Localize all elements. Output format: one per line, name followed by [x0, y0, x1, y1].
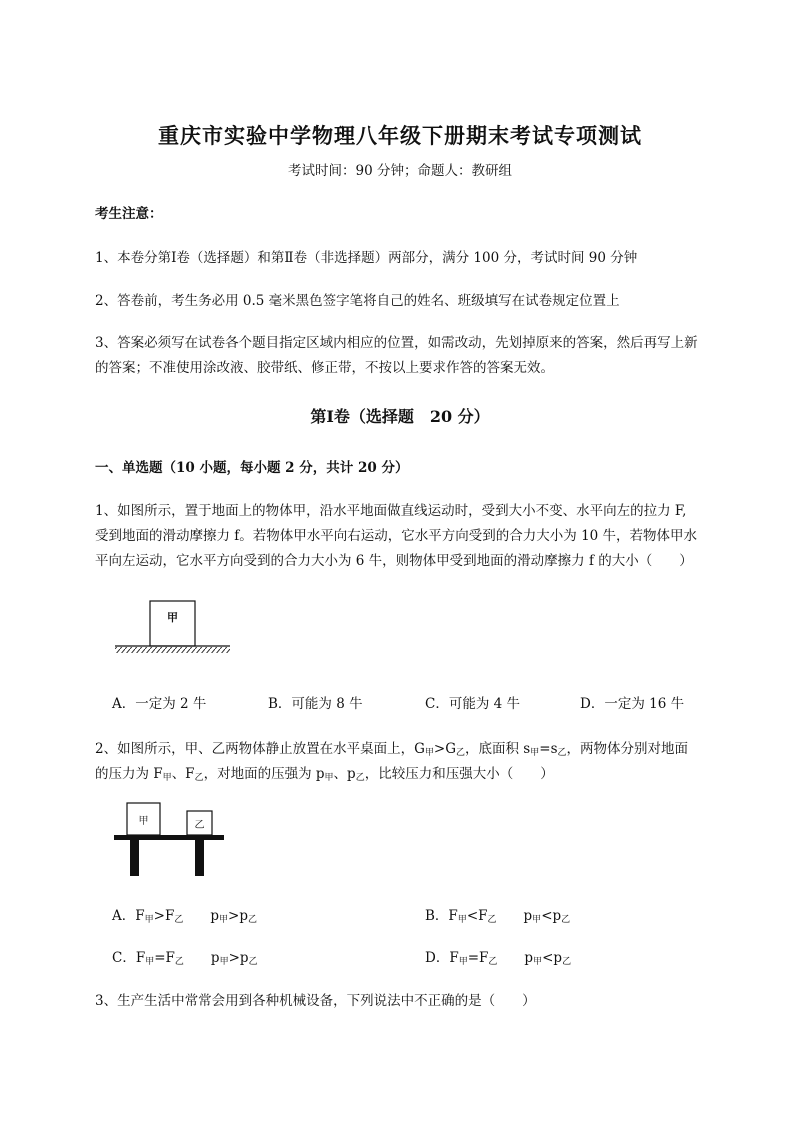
- q1-option-c[interactable]: C．可能为 4 牛: [425, 696, 521, 712]
- q1-option-d[interactable]: D．一定为 16 牛: [580, 696, 685, 712]
- q1-figure: [110, 595, 235, 660]
- part-heading: 一、单选题（10 小题，每小题 2 分，共计 20 分）: [95, 460, 409, 476]
- q2-option-a[interactable]: A．$F_甲>F_乙$ $p_甲>p_乙$: [112, 908, 257, 925]
- q1-line-1: 1、如图所示，置于地面上的物体甲，沿水平地面做直线运动时，受到大小不变、水平向左的拉力 F,: [95, 503, 687, 519]
- q2-line-1: 2、如图所示，甲、乙两物体静止放置在水平桌面上，$G_甲>G_乙$，底面积 $s_甲=s_乙$，两物体分别对地面: [95, 741, 689, 758]
- notice-item-3: 3、答案必须写在试卷各个题目指定区域内相应的位置，如需改动，先划掉原来的答案，然后再写上新: [95, 335, 698, 351]
- q2-option-d[interactable]: D．$F_甲=F_乙$ $p_甲<p_乙$: [425, 950, 572, 967]
- exam-info: 考试时间：90 分钟；命题人：教研组: [288, 163, 512, 179]
- notice-item-1: 1、本卷分第Ⅰ卷（选择题）和第Ⅱ卷（非选择题）两部分，满分 100 分，考试时间 90 分钟: [95, 250, 638, 266]
- q1-line-2: 受到地面的滑动摩擦力 f。若物体甲水平向右运动，它水平方向受到的合力大小为 10 牛，若物体甲水: [95, 528, 698, 544]
- notice-heading: 考生注意：: [95, 206, 163, 222]
- q1-option-b[interactable]: B．可能为 8 牛: [268, 696, 363, 712]
- notice-item-2: 2、答卷前，考生务必用 0.5 毫米黑色签字笔将自己的姓名、班级填写在试卷规定位置上: [95, 293, 620, 309]
- ground-hatch: [115, 647, 230, 653]
- q2-figure: [110, 800, 230, 880]
- q1-line-3: 平向左运动，它水平方向受到的合力大小为 6 牛，则物体甲受到地面的滑动摩擦力 f 的大小（ ）: [95, 553, 693, 569]
- section-title: 第Ⅰ卷（选择题 20 分）: [310, 407, 490, 426]
- table-leg-left: [130, 840, 139, 876]
- block-jia-label: 甲: [138, 816, 149, 827]
- q3-line-1: 3、生产生活中常常会用到各种机械设备，下列说法中不正确的是（ ）: [95, 993, 536, 1009]
- page-title: 重庆市实验中学物理八年级下册期末考试专项测试: [158, 123, 642, 148]
- q2-option-b[interactable]: B．$F_甲<F_乙$ $p_甲<p_乙$: [425, 908, 571, 925]
- table-leg-right: [195, 840, 204, 876]
- block-jia-label: 甲: [167, 611, 178, 624]
- block-yi-label: 乙: [194, 820, 205, 831]
- q1-option-a[interactable]: A．一定为 2 牛: [112, 696, 207, 712]
- q2-line-2: 的压力为 $F_甲$、$F_乙$，对地面的压强为 $p_甲$、$p_乙$，比较压力和压强大小（ ）: [95, 766, 554, 783]
- table-top: [114, 835, 224, 840]
- notice-item-3-cont: 的答案；不准使用涂改液、胶带纸、修正带，不按以上要求作答的答案无效。: [95, 360, 554, 376]
- q2-option-c[interactable]: C．$F_甲=F_乙$ $p_甲>p_乙$: [112, 950, 258, 967]
